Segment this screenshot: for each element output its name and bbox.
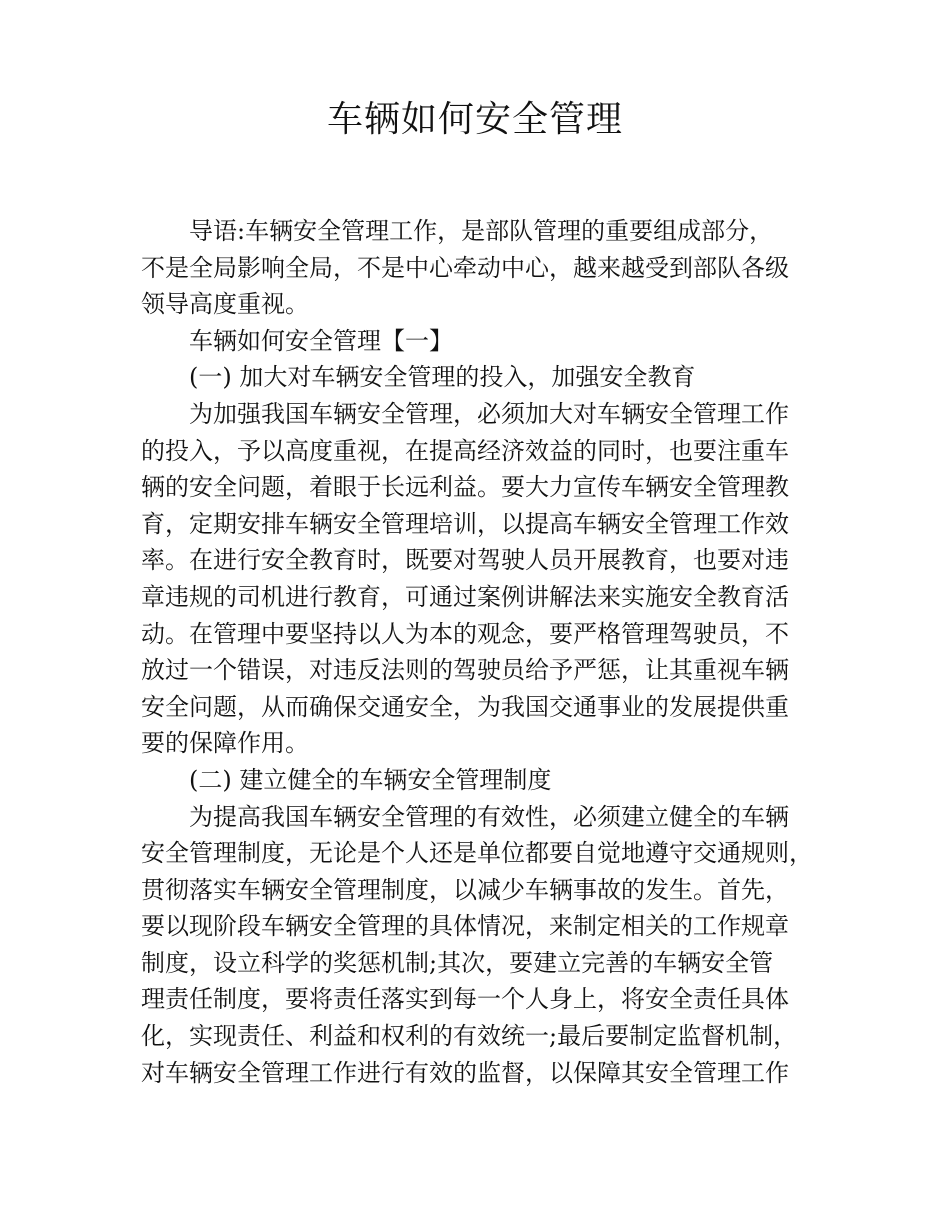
text-line: 放过一个错误，对违反法则的驾驶员给予严惩，让其重视车辆 bbox=[141, 656, 789, 685]
text-line: 理责任制度，要将责任落实到每一个人身上，将安全责任具体 bbox=[141, 985, 789, 1014]
document-title: 车辆如何安全管理 bbox=[326, 99, 623, 140]
text-line: 车辆如何安全管理【一】 bbox=[189, 326, 453, 355]
text-line: 化，实现责任、利益和权利的有效统一;最后要制定监督机制， bbox=[141, 1022, 798, 1051]
text-line: 安全问题，从而确保交通安全，为我国交通事业的发展提供重 bbox=[141, 692, 789, 721]
text-line: 要的保障作用。 bbox=[141, 729, 309, 758]
document-body bbox=[141, 213, 813, 1091]
text-line: 章违规的司机进行教育，可通过案例讲解法来实施安全教育活 bbox=[141, 582, 789, 611]
text-line: (二) 建立健全的车辆安全管理制度 bbox=[189, 765, 552, 794]
text-line: 导语:车辆安全管理工作，是部队管理的重要组成部分， bbox=[189, 217, 774, 245]
text-line: 为提高我国车辆安全管理的有效性，必须建立健全的车辆 bbox=[189, 802, 789, 831]
text-line: 领导高度重视。 bbox=[141, 290, 309, 319]
text-line: 安全管理制度，无论是个人还是单位都要自觉地遵守交通规则， bbox=[141, 839, 813, 868]
text-line: 要以现阶段车辆安全管理的具体情况，来制定相关的工作规章 bbox=[141, 912, 789, 941]
text-line: 的投入，予以高度重视，在提高经济效益的同时，也要注重车 bbox=[141, 436, 789, 465]
text-line: 动。在管理中要坚持以人为本的观念，要严格管理驾驶员，不 bbox=[141, 619, 789, 648]
text-line: 辆的安全问题，着眼于长远利益。要大力宣传车辆安全管理教 bbox=[141, 473, 789, 502]
text-line: 为加强我国车辆安全管理，必须加大对车辆安全管理工作 bbox=[189, 399, 789, 428]
text-line: (一) 加大对车辆安全管理的投入，加强安全教育 bbox=[189, 363, 696, 392]
text-line: 贯彻落实车辆安全管理制度，以减少车辆事故的发生。首先， bbox=[141, 875, 789, 904]
text-line: 对车辆安全管理工作进行有效的监督，以保障其安全管理工作 bbox=[141, 1058, 789, 1087]
text-line: 不是全局影响全局，不是中心牵动中心，越来越受到部队各级 bbox=[141, 253, 789, 282]
text-line: 率。在进行安全教育时，既要对驾驶人员开展教育，也要对违 bbox=[141, 546, 789, 575]
text-line: 制度，设立科学的奖惩机制;其次，要建立完善的车辆安全管 bbox=[141, 948, 774, 977]
text-line: 育，定期安排车辆安全管理培训，以提高车辆安全管理工作效 bbox=[141, 509, 789, 538]
